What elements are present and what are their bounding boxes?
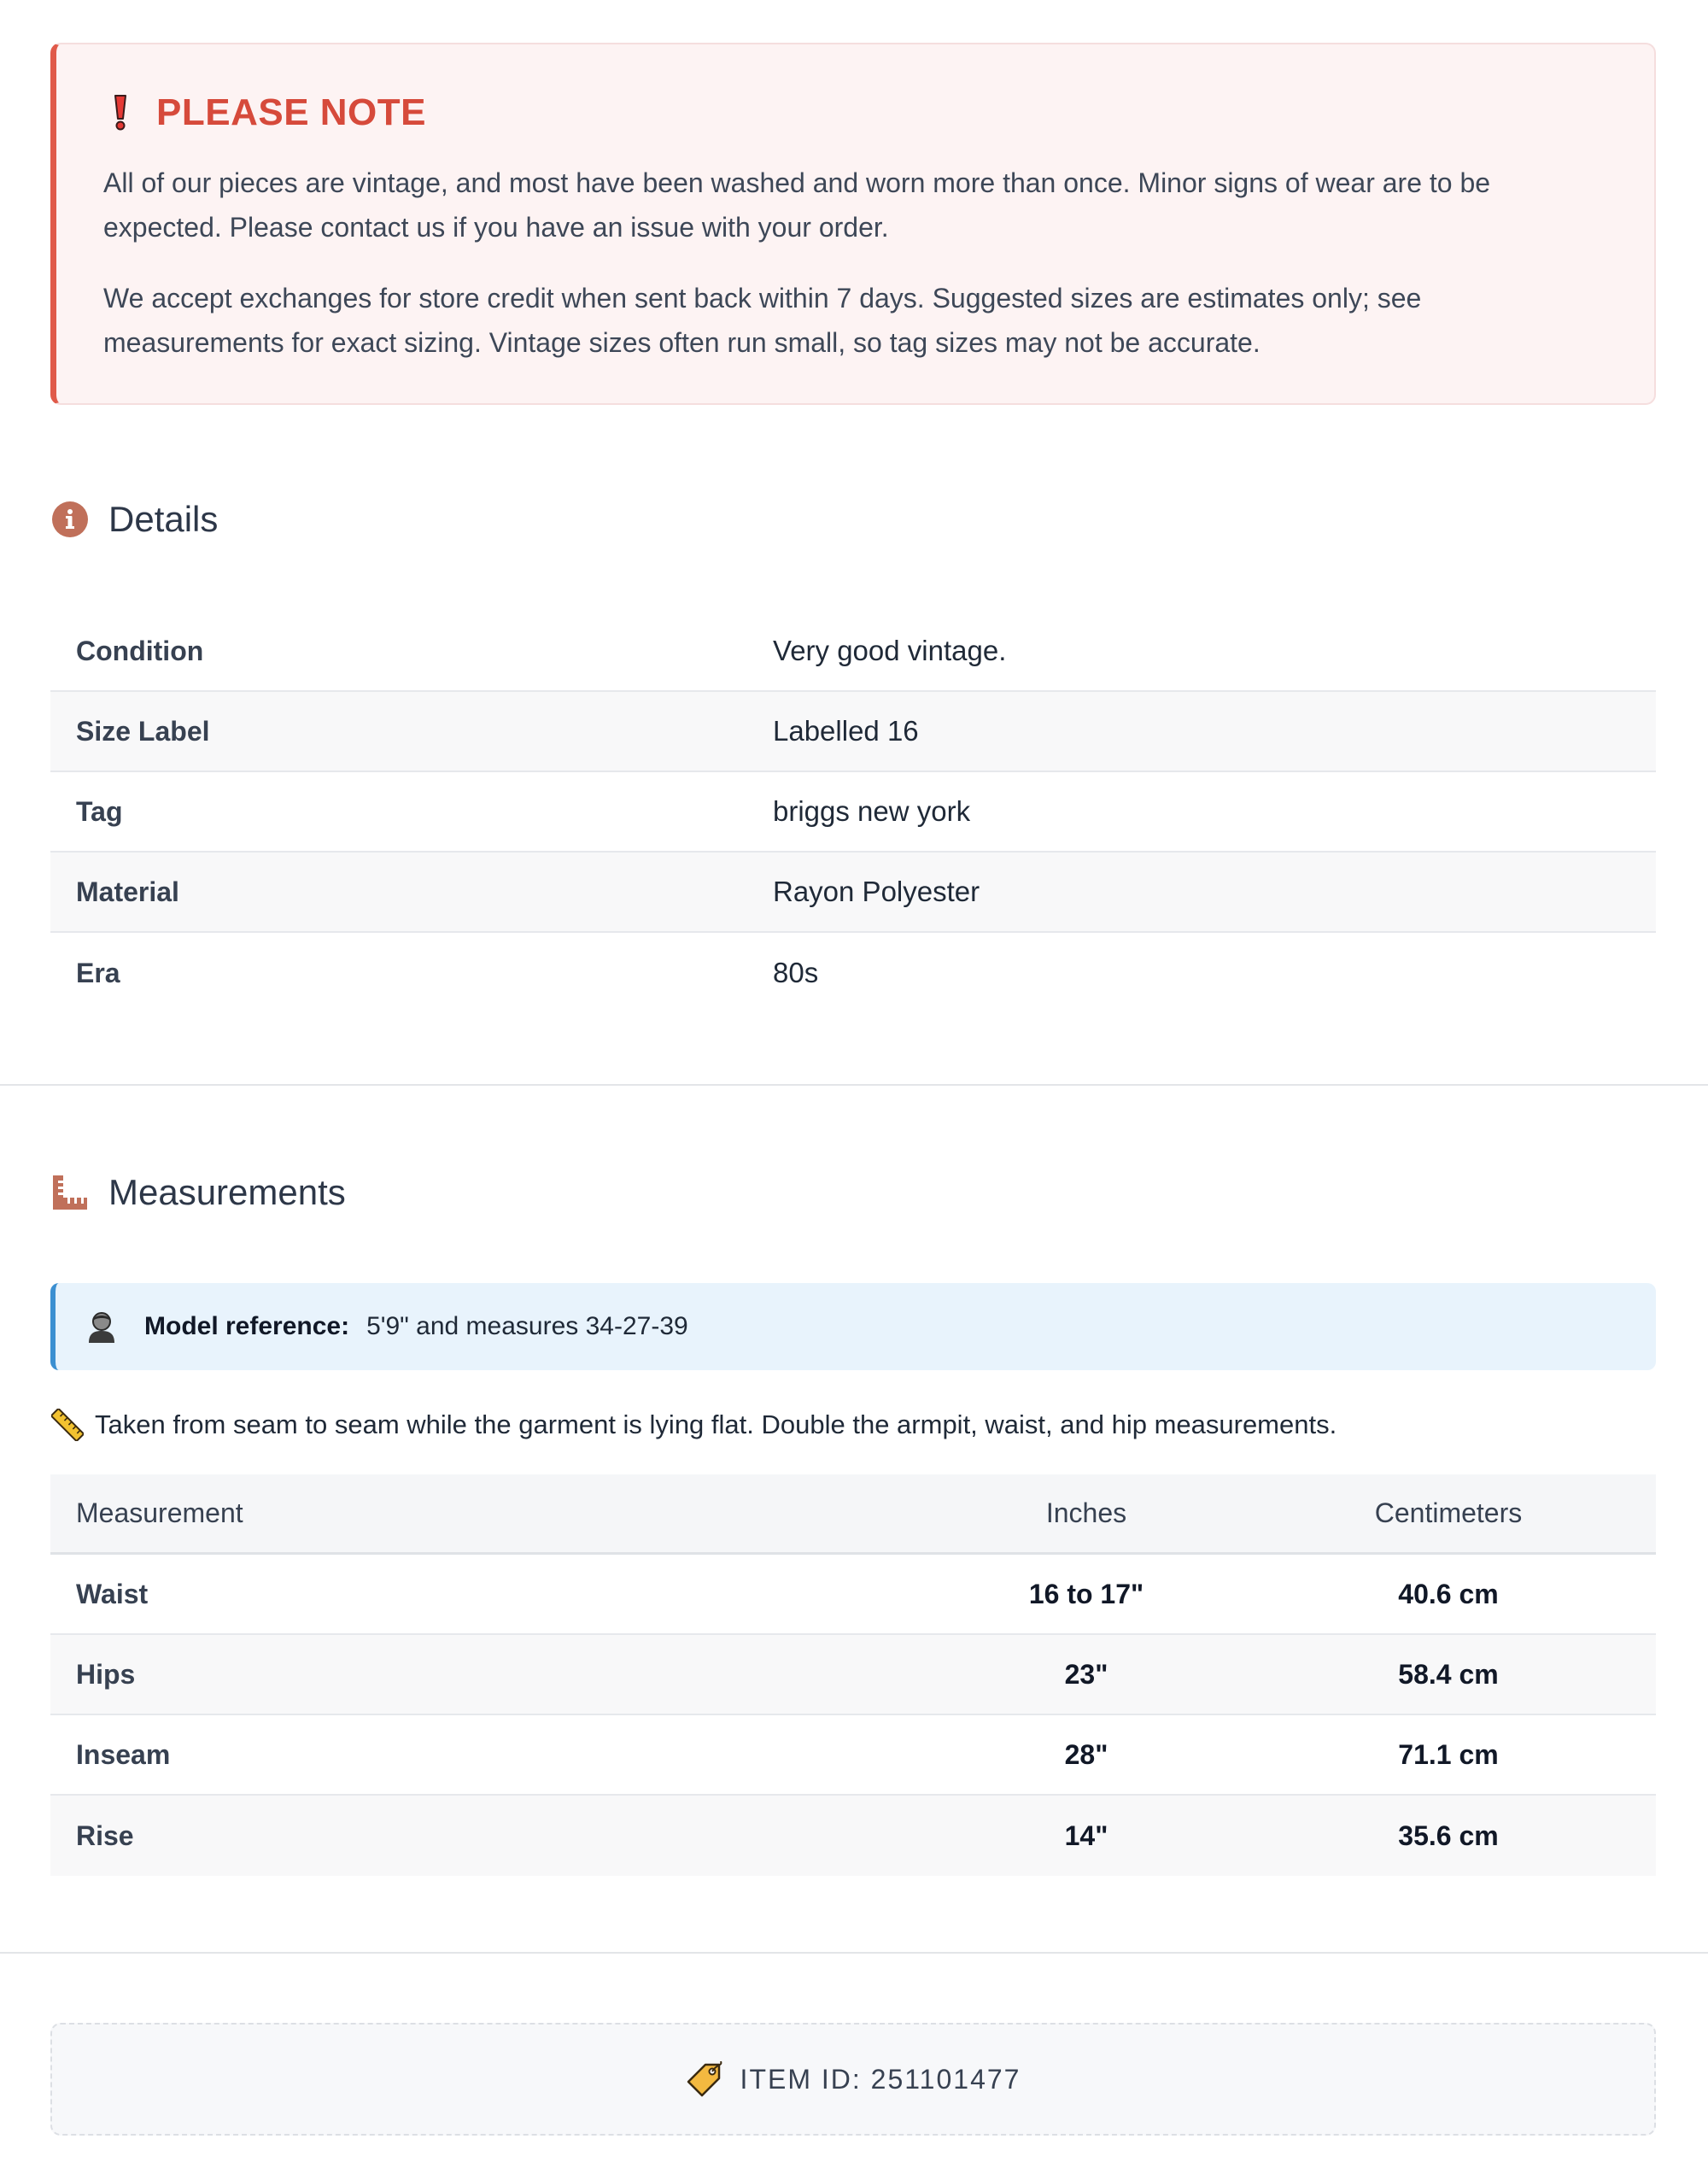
measurement-name: Hips: [76, 1658, 136, 1690]
section-divider: [0, 1952, 1708, 1954]
section-title: Measurements: [108, 1172, 346, 1212]
notice-paragraph: All of our pieces are vintage, and most have been washed and worn more than once. Minor signs of wear are to be expected. Please contact us if you have an issue with your order.: [103, 167, 1491, 243]
details-table: [50, 612, 1656, 1013]
notice-paragraph: We accept exchanges for store credit when sent back within 7 days. Suggested sizes are estimates only; see measurements for exact sizing. Vintage sizes often run small, so tag sizes may not be accurate.: [103, 283, 1422, 358]
details-label: Material: [76, 876, 179, 907]
item-id-label: ITEM ID: 251101477: [740, 2063, 1021, 2095]
table-header-row: [50, 1474, 1656, 1555]
details-value: Labelled 16: [773, 715, 919, 747]
model-reference-text: 5'9" and measures 34-27-39: [366, 1312, 688, 1340]
table-row: [50, 1796, 1656, 1876]
details-value: briggs new york: [773, 795, 971, 827]
details-row: [50, 853, 1656, 933]
measurement-cm: 35.6 cm: [1398, 1820, 1499, 1851]
notice-title: PLEASE NOTE: [156, 91, 426, 133]
model-reference-box: [50, 1283, 1656, 1370]
details-label: Tag: [76, 795, 123, 827]
details-row: [50, 772, 1656, 853]
please-note-box: [50, 43, 1656, 405]
table-row: [50, 1715, 1656, 1796]
details-label: Condition: [76, 635, 204, 666]
ruler-icon: [50, 1173, 90, 1212]
measurements-table: [50, 1474, 1656, 1876]
measurement-cm: 40.6 cm: [1398, 1578, 1499, 1609]
person-icon: [85, 1310, 119, 1344]
section-divider: [0, 1084, 1708, 1086]
table-row: [50, 1635, 1656, 1715]
measurement-name: Waist: [76, 1578, 149, 1609]
measurement-cm: 58.4 cm: [1398, 1658, 1499, 1690]
measurement-inches: 16 to 17": [1028, 1578, 1144, 1609]
model-reference-label: Model reference:: [144, 1312, 350, 1340]
measurement-name: Rise: [76, 1820, 134, 1851]
details-value: 80s: [773, 957, 819, 988]
measurement-cm: 71.1 cm: [1398, 1738, 1499, 1770]
measurement-note-text: Taken from seam to seam while the garment is lying flat. Double the armpit, waist, and hip measurements.: [95, 1409, 1337, 1439]
details-value: Very good vintage.: [773, 635, 1007, 666]
item-id-box: [50, 2023, 1656, 2136]
details-row: [50, 692, 1656, 772]
details-row: [50, 933, 1656, 1013]
details-heading: [50, 494, 218, 545]
column-header: Centimeters: [1374, 1497, 1523, 1528]
measurement-name: Inseam: [76, 1738, 171, 1770]
section-title: Details: [108, 499, 219, 539]
details-row: [50, 612, 1656, 692]
measurements-heading: [50, 1167, 346, 1218]
info-icon: [50, 500, 90, 539]
exclamation-icon: [103, 92, 137, 133]
column-header: Inches: [1045, 1497, 1127, 1528]
measurement-inches: 23": [1064, 1658, 1108, 1690]
details-value: Rayon Polyester: [773, 876, 980, 907]
column-header: Measurement: [76, 1497, 243, 1528]
details-label: Size Label: [76, 715, 210, 747]
details-label: Era: [76, 957, 120, 988]
measurement-inches: 14": [1064, 1820, 1108, 1851]
price-tag-icon: [686, 2060, 723, 2098]
table-row: [50, 1555, 1656, 1635]
notice-header: [103, 87, 1605, 138]
measurement-note: [50, 1406, 1337, 1444]
measurement-inches: 28": [1064, 1738, 1108, 1770]
straight-ruler-icon: [50, 1408, 85, 1442]
